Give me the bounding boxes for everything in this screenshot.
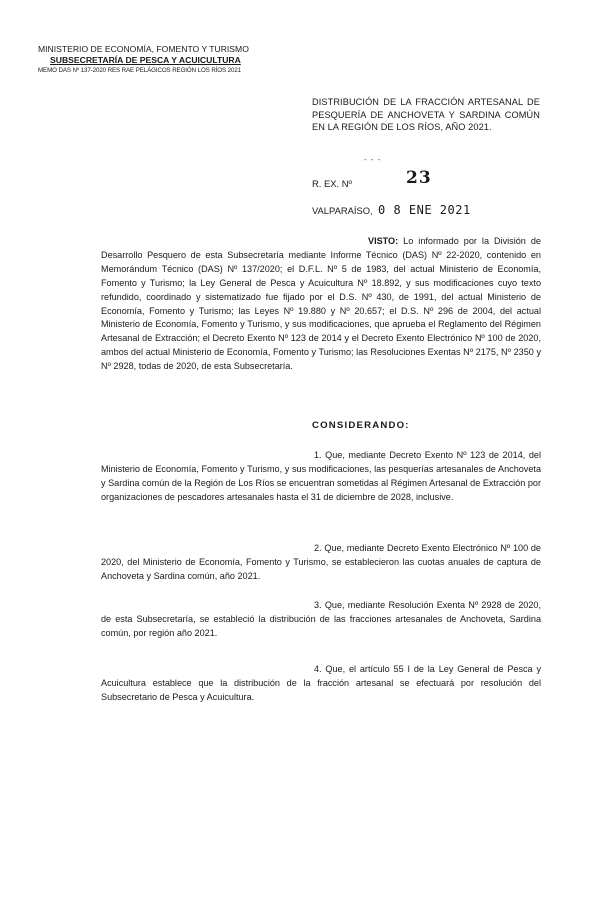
ministry-name: MINISTERIO DE ECONOMÍA, FOMENTO Y TURISMO — [38, 44, 249, 54]
visto-label: VISTO: — [368, 236, 399, 246]
considerando-item-4: 4. Que, el artículo 55 I de la Ley General de Pesca y Acuicultura establece que la distribución de la fracción artesanal se efectuará por resolución del Subsecretario de Pesca y Acuicultura. — [101, 664, 541, 702]
visto-paragraph — [101, 235, 541, 374]
considerando-item-3: 3. Que, mediante Resolución Exenta Nº 2928 de 2020, de esta Subsecretaría, se estableció la distribución de las fracciones artesanales de Anchoveta, Sardina común, por región año 2021. — [101, 600, 541, 638]
resolution-title: DISTRIBUCIÓN DE LA FRACCIÓN ARTESANAL DE PESQUERÍA DE ANCHOVETA Y SARDINA COMÚN EN LA REGIÓN DE LOS RÍOS, AÑO 2021. — [312, 97, 540, 132]
resolution-label: R. EX. Nº — [312, 178, 352, 189]
subsecretaria-name: SUBSECRETARÍA DE PESCA Y ACUICULTURA — [50, 55, 241, 65]
resolution-number: 23 — [406, 168, 432, 188]
place-label: VALPARAÍSO, — [312, 205, 373, 216]
resolution-date-stamp: 0 8 ENE 2021 — [378, 203, 471, 217]
visto-text: Lo informado por la División de Desarrollo Pesquero de esta Subsecretaría mediante Informe Técnico (DAS) Nº 22-2020, contenido en Memorándum Técnico (DAS) Nº 137/2020; el D.F.L. Nº 5 de 1983, del actual Ministerio de Economía, Fomento y Turismo; la Ley General de Pesca y Acuicultura Nº 18.892, y sus modificaciones cuyo texto refundido, coordinado y sistematizado fue fijado por el D.S. Nº 430, de 1991, del actual Ministerio de Economía, Fomento y Turismo; las Leyes Nº 19.880 y Nº 20.657; el D.S. Nº 296 de 2004, del actual Ministerio de Economía, Fomento y Turismo, y sus modificaciones, que aprueba el Reglamento del Régimen Artesanal de Extracción; el Decreto Exento Nº 123 de 2014 y el Decreto Exento Electrónico Nº 100 de 2020, ambos del actual Ministerio de Economía, Fomento y Turismo; las Resoluciones Exentas Nº 2175, Nº 2350 y Nº 2928, todas de 2020, de esta Subsecretaría. — [101, 236, 541, 372]
separator-dots: - - - — [364, 155, 382, 164]
letterhead — [38, 44, 249, 75]
memo-reference: MEMO DAS Nº 137-2020 RES RAE PELÁGICOS REGIÓN LOS RÍOS 2021 — [38, 67, 242, 74]
considerando-item-1: 1. Que, mediante Decreto Exento Nº 123 de 2014, del Ministerio de Economía, Fomento y Turismo, y sus modificaciones, las pesquerías artesanales de Anchoveta y Sardina común de la Región de Los Ríos se encuentran sometidas al Régimen Artesanal de Extracción por organizaciones de pescadores artesanales hasta el 31 de diciembre de 2028, inclusive. — [101, 450, 541, 502]
considerando-heading: CONSIDERANDO: — [312, 420, 410, 431]
considerando-item-2: 2. Que, mediante Decreto Exento Electrónico Nº 100 de 2020, del Ministerio de Economía, Fomento y Turismo, se establecieron las cuotas anuales de captura de Anchoveta y Sardina común, año 2021. — [101, 543, 541, 581]
